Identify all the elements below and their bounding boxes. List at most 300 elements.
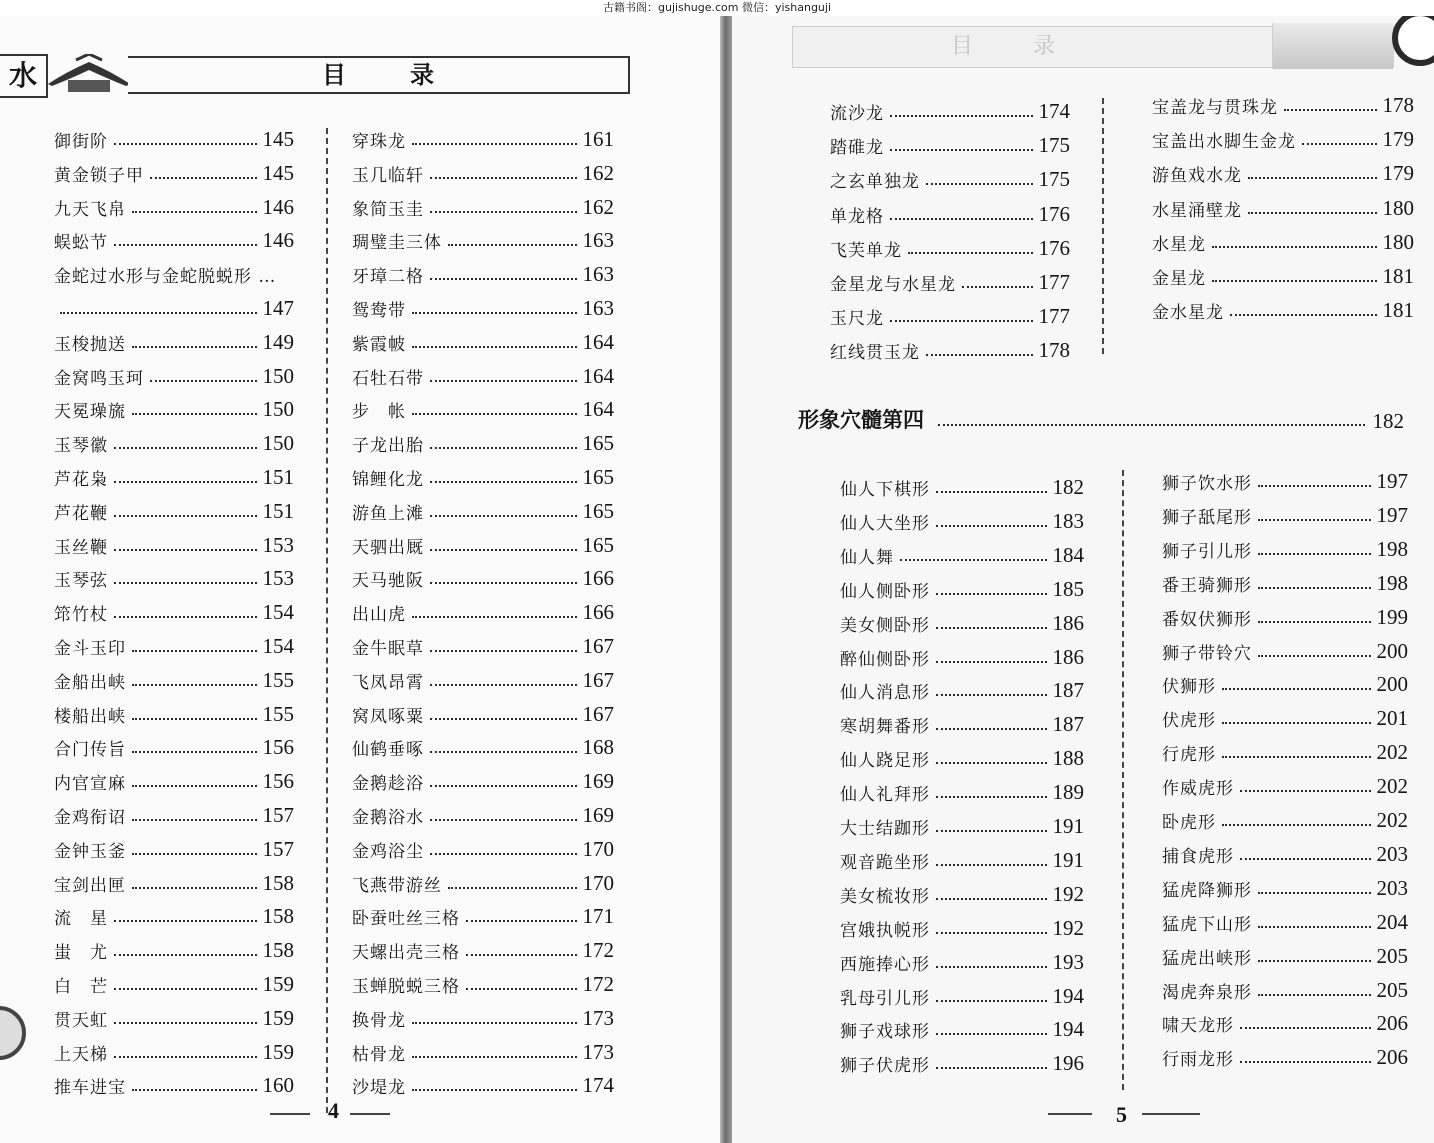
toc-entry-title: 游鱼上滩 bbox=[352, 503, 424, 524]
toc-entry bbox=[54, 1039, 294, 1065]
toc-entry-page: 154 bbox=[262, 634, 294, 658]
toc-entry-title: 金牛眠草 bbox=[352, 639, 424, 659]
toc-entry bbox=[830, 337, 1070, 363]
toc-entry-title: 仙人下棋形 bbox=[840, 480, 930, 500]
toc-entry-title: 水星龙 bbox=[1152, 234, 1206, 255]
toc-entry-page: 146 bbox=[262, 194, 294, 219]
toc-entry-page: 175 bbox=[1038, 133, 1070, 158]
toc-entry bbox=[54, 937, 294, 963]
toc-entry-leader bbox=[936, 796, 1047, 798]
toc-entry-page: 184 bbox=[1052, 542, 1084, 567]
toc-entry-title: 行雨龙形 bbox=[1162, 1050, 1234, 1071]
toc-entry-leader bbox=[114, 143, 257, 145]
toc-entry-leader bbox=[132, 413, 257, 415]
toc-entry-page: 197 bbox=[1376, 502, 1408, 527]
toc-entry bbox=[1162, 943, 1408, 969]
toc-entry-page: 180 bbox=[1382, 195, 1414, 220]
toc-entry-page: 145 bbox=[262, 127, 294, 151]
toc-entry-leader bbox=[430, 785, 577, 787]
toc-entry bbox=[840, 847, 1084, 873]
toc-entry-leader bbox=[1240, 1027, 1371, 1029]
toc-entry bbox=[54, 160, 294, 186]
toc-entry-title: 水星涌壁龙 bbox=[1152, 200, 1242, 221]
toc-entry-page: 203 bbox=[1376, 875, 1408, 900]
toc-entry bbox=[54, 363, 294, 389]
toc-entry-title: 金鹅浴水 bbox=[352, 808, 424, 828]
toc-entry-page: 169 bbox=[582, 769, 614, 794]
toc-entry-page: 202 bbox=[1376, 740, 1408, 765]
toc-entry-leader bbox=[412, 346, 577, 348]
toc-entry-leader bbox=[114, 954, 257, 956]
toc-entry-title: 天螺出壳三格 bbox=[352, 943, 460, 964]
toc-entry-page: 200 bbox=[1376, 638, 1408, 663]
toc-entry-page: 158 bbox=[262, 904, 294, 929]
toc-entry-leader bbox=[114, 1056, 257, 1058]
toc-entry-leader bbox=[936, 627, 1047, 629]
toc-entry-title: 美女梳妆形 bbox=[840, 886, 930, 907]
toc-entry-leader bbox=[430, 549, 577, 551]
toc-entry-page: 164 bbox=[582, 397, 614, 422]
toc-entry-title: 黄金锁子甲 bbox=[54, 165, 144, 186]
toc-entry-title: 踏碓龙 bbox=[830, 138, 884, 159]
toc-entry-leader bbox=[936, 762, 1047, 764]
toc-entry bbox=[54, 701, 294, 727]
toc-entry-leader bbox=[114, 988, 257, 990]
toc-entry bbox=[54, 1072, 294, 1098]
toc-entry-title: 卧蚕吐丝三格 bbox=[352, 909, 460, 930]
toc-entry-title: 观音跪坐形 bbox=[840, 852, 930, 873]
toc-entry-leader bbox=[114, 447, 257, 449]
toc-entry bbox=[840, 542, 1084, 568]
toc-entry-page: 187 bbox=[1052, 678, 1084, 703]
page-title-faded: 目录 bbox=[950, 34, 1115, 59]
toc-entry-page: 163 bbox=[582, 262, 614, 287]
toc-entry-page: 172 bbox=[582, 972, 614, 996]
toc-entry-leader bbox=[1240, 858, 1371, 860]
toc-entry-page: 169 bbox=[582, 803, 614, 827]
toc-entry bbox=[1152, 126, 1414, 152]
toc-entry bbox=[352, 1072, 614, 1098]
book-gutter bbox=[720, 16, 732, 1143]
toc-entry-leader bbox=[1222, 756, 1371, 758]
toc-entry-leader bbox=[900, 559, 1047, 561]
toc-entry-page: 206 bbox=[1376, 1011, 1408, 1036]
toc-entry-title: 芦花枭 bbox=[54, 470, 108, 490]
toc-entry-title: 御街阶 bbox=[54, 132, 108, 152]
toc-entry-leader bbox=[936, 593, 1047, 595]
toc-entry bbox=[1162, 671, 1408, 697]
toc-entry-page: 202 bbox=[1376, 808, 1408, 832]
toc-entry-leader bbox=[908, 252, 1033, 254]
toc-entry-page: 178 bbox=[1038, 338, 1070, 363]
toc-entry-leader bbox=[114, 1022, 257, 1024]
toc-entry-leader bbox=[132, 887, 257, 889]
toc-entry bbox=[54, 498, 294, 524]
toc-entry bbox=[830, 235, 1070, 261]
toc-entry bbox=[352, 430, 614, 456]
toc-entry-page: 199 bbox=[1376, 604, 1408, 629]
toc-entry-leader bbox=[1240, 790, 1371, 792]
toc-entry-title: 渴虎奔泉形 bbox=[1162, 982, 1252, 1003]
page-number: 5 bbox=[1116, 1102, 1127, 1127]
toc-entry bbox=[1152, 92, 1414, 118]
toc-entry-page: 165 bbox=[582, 465, 614, 489]
toc-entry-leader bbox=[430, 278, 577, 280]
toc-entry bbox=[352, 396, 614, 422]
toc-entry-page: 176 bbox=[1038, 201, 1070, 226]
toc-entry-leader bbox=[412, 1056, 577, 1058]
toc-entry-leader bbox=[150, 380, 257, 382]
toc-entry-page: 180 bbox=[1382, 229, 1414, 254]
toc-entry-leader bbox=[132, 853, 257, 855]
toc-entry-leader bbox=[936, 898, 1047, 900]
toc-entry-leader bbox=[448, 244, 577, 246]
toc-entry-leader bbox=[1258, 926, 1371, 928]
toc-entry-title: 流沙龙 bbox=[830, 104, 884, 124]
toc-entry-title: 推车进宝 bbox=[54, 1078, 126, 1099]
toc-entry-page: 166 bbox=[582, 566, 614, 591]
toc-entry-title: 金鸡浴尘 bbox=[352, 841, 424, 862]
toc-entry bbox=[830, 166, 1070, 192]
watermark-bar: 古籍书阁：gujishuge.com 微信：yishanguji bbox=[602, 1, 832, 14]
toc-entry-leader bbox=[412, 413, 577, 415]
toc-entry-leader bbox=[132, 650, 257, 652]
toc-entry-leader bbox=[1258, 960, 1371, 962]
toc-entry-page: 188 bbox=[1052, 746, 1084, 771]
toc-entry bbox=[352, 1005, 614, 1031]
toc-entry-leader bbox=[430, 718, 577, 720]
toc-entry bbox=[352, 363, 614, 389]
toc-entry bbox=[1162, 502, 1408, 528]
toc-entry-title: 紫霞帔 bbox=[352, 334, 406, 355]
toc-entry-title: 穿珠龙 bbox=[352, 132, 406, 152]
toc-entry-title: 伏狮形 bbox=[1162, 677, 1216, 698]
toc-entry-title: 芦花鞭 bbox=[54, 503, 108, 524]
toc-entry bbox=[352, 599, 614, 625]
toc-entry-leader bbox=[936, 1067, 1047, 1069]
toc-entry-page: 164 bbox=[582, 329, 614, 354]
toc-entry bbox=[54, 430, 294, 456]
toc-entry-leader bbox=[132, 718, 257, 720]
toc-entry-title: 枯骨龙 bbox=[352, 1044, 406, 1065]
toc-entry-leader bbox=[132, 785, 257, 787]
toc-entry-leader bbox=[890, 149, 1033, 151]
toc-entry-title: 天驷出厩 bbox=[352, 537, 424, 558]
toc-entry bbox=[352, 295, 614, 321]
toc-entry-title: 西施捧心形 bbox=[840, 954, 930, 975]
toc-entry-page: 179 bbox=[1382, 127, 1414, 152]
toc-entry-page: 165 bbox=[582, 532, 614, 557]
toc-entry bbox=[54, 227, 294, 253]
toc-entry-title: 出山虎 bbox=[352, 605, 406, 626]
toc-entry-leader bbox=[1248, 177, 1377, 179]
toc-entry-title: 宫娥执帨形 bbox=[840, 920, 930, 941]
corner-ornament-icon bbox=[1392, 16, 1434, 66]
toc-entry-leader bbox=[430, 751, 577, 753]
toc-entry-title: 步 帐 bbox=[352, 402, 406, 423]
toc-entry-leader bbox=[1230, 314, 1377, 316]
toc-entry-title: 游鱼戏水龙 bbox=[1152, 166, 1242, 187]
toc-entry-leader bbox=[430, 177, 577, 179]
toc-entry bbox=[1162, 739, 1408, 765]
toc-entry bbox=[54, 126, 294, 152]
toc-entry-page: 185 bbox=[1052, 576, 1084, 601]
toc-entry-title: 飞凤昂霄 bbox=[352, 672, 424, 693]
toc-entry-leader bbox=[1258, 892, 1371, 894]
toc-entry bbox=[352, 734, 614, 760]
toc-entry bbox=[840, 610, 1084, 636]
toc-entry-page: 167 bbox=[582, 701, 614, 726]
toc-entry bbox=[1152, 263, 1414, 289]
toc-entry-page: 167 bbox=[582, 667, 614, 692]
toc-entry-title: 上天梯 bbox=[54, 1044, 108, 1065]
toc-entry-page: 201 bbox=[1376, 706, 1408, 731]
toc-entry bbox=[54, 261, 294, 287]
decorative-medallion-icon bbox=[0, 1006, 26, 1060]
toc-entry-title: 玉琴徽 bbox=[54, 436, 108, 457]
toc-entry bbox=[54, 396, 294, 422]
toc-entry-page: 167 bbox=[582, 634, 614, 658]
toc-entry-page: 162 bbox=[582, 194, 614, 219]
toc-entry-title: 美女侧卧形 bbox=[840, 615, 930, 636]
section-heading bbox=[798, 404, 1404, 434]
section-leader bbox=[938, 424, 1365, 426]
toc-entry-title: 石牡石带 bbox=[352, 368, 424, 389]
toc-entry-page: 159 bbox=[262, 1039, 294, 1064]
column-divider bbox=[1102, 98, 1104, 354]
toc-entry-leader bbox=[1222, 688, 1371, 690]
toc-entry-title: 流 星 bbox=[54, 909, 108, 930]
toc-entry-page: 181 bbox=[1382, 264, 1414, 288]
toc-entry-leader bbox=[114, 481, 257, 483]
toc-entry-page: 198 bbox=[1376, 570, 1408, 595]
toc-entry bbox=[352, 836, 614, 862]
toc-entry-leader bbox=[1222, 722, 1371, 724]
toc-entry-page: 191 bbox=[1052, 814, 1084, 838]
toc-entry-title: 鸳鸯带 bbox=[352, 301, 406, 321]
toc-entry bbox=[1162, 604, 1408, 630]
toc-entry-leader bbox=[936, 932, 1047, 934]
toc-entry-page: 165 bbox=[582, 498, 614, 523]
toc-entry bbox=[352, 937, 614, 963]
toc-entry-title: 乳母引儿形 bbox=[840, 988, 930, 1009]
header-title-box bbox=[128, 56, 630, 94]
toc-entry bbox=[1162, 773, 1408, 799]
toc-entry-leader bbox=[466, 954, 577, 956]
toc-entry bbox=[352, 160, 614, 186]
page-number: 4 bbox=[328, 1098, 339, 1123]
toc-entry-leader bbox=[114, 515, 257, 517]
toc-entry-page: 205 bbox=[1376, 977, 1408, 1002]
toc-entry-title: 之玄单独龙 bbox=[830, 172, 920, 193]
toc-entry-leader bbox=[412, 312, 577, 314]
toc-entry-leader bbox=[1258, 587, 1371, 589]
toc-entry bbox=[352, 532, 614, 558]
toc-entry bbox=[352, 667, 614, 693]
toc-entry-page: 171 bbox=[582, 904, 614, 929]
toc-entry-title: 飞燕带游丝 bbox=[352, 875, 442, 896]
toc-entry-leader bbox=[936, 694, 1047, 696]
page-number-rule bbox=[350, 1113, 390, 1115]
toc-entry-title: 楼船出峡 bbox=[54, 706, 126, 727]
toc-entry bbox=[1162, 977, 1408, 1003]
toc-entry-leader bbox=[1212, 280, 1377, 282]
toc-entry bbox=[352, 802, 614, 828]
toc-entry-leader bbox=[962, 286, 1033, 288]
toc-entry-page: 163 bbox=[582, 296, 614, 320]
toc-entry-leader bbox=[936, 864, 1047, 866]
toc-entry-page: 197 bbox=[1376, 469, 1408, 493]
toc-entry bbox=[840, 915, 1084, 941]
toc-entry bbox=[840, 949, 1084, 975]
section-page: 182 bbox=[1372, 409, 1404, 433]
toc-entry-leader bbox=[114, 920, 257, 922]
toc-entry-title: 玉蝉脱蜕三格 bbox=[352, 977, 460, 997]
toc-entry-page: 193 bbox=[1052, 949, 1084, 974]
header-ornament-icon bbox=[1272, 23, 1393, 69]
toc-entry bbox=[1162, 909, 1408, 935]
toc-entry bbox=[840, 508, 1084, 534]
toc-entry-title: 金鹅趁浴 bbox=[352, 774, 424, 795]
toc-entry-leader bbox=[936, 661, 1047, 663]
toc-entry-leader bbox=[926, 354, 1033, 356]
toc-entry-title: 蚩 尤 bbox=[54, 943, 108, 964]
toc-entry bbox=[54, 599, 294, 625]
toc-entry-leader bbox=[430, 447, 577, 449]
toc-entry-title: 琱璧圭三体 bbox=[352, 233, 442, 254]
toc-entry-leader bbox=[1212, 246, 1377, 248]
toc-entry-title: 红线贯玉龙 bbox=[830, 343, 920, 364]
toc-entry-page: 194 bbox=[1052, 983, 1084, 1008]
toc-entry-leader bbox=[936, 525, 1047, 527]
toc-entry bbox=[840, 881, 1084, 907]
toc-entry-page: 200 bbox=[1376, 672, 1408, 697]
toc-entry-page: 182 bbox=[1052, 475, 1084, 499]
toc-entry bbox=[840, 983, 1084, 1009]
page-title: 目录 bbox=[322, 60, 498, 89]
toc-entry-title: 玉梭抛送 bbox=[54, 334, 126, 355]
toc-entry-leader bbox=[936, 966, 1047, 968]
toc-entry-page: 155 bbox=[262, 667, 294, 692]
toc-entry-page: 150 bbox=[262, 431, 294, 456]
left-page bbox=[0, 16, 720, 1143]
toc-entry-page: 191 bbox=[1052, 847, 1084, 872]
toc-entry bbox=[840, 813, 1084, 839]
toc-entry bbox=[1152, 229, 1414, 255]
toc-entry bbox=[352, 701, 614, 727]
toc-entry-page: 159 bbox=[262, 1005, 294, 1030]
toc-entry-title: 狮子戏球形 bbox=[840, 1022, 930, 1043]
toc-entry-page: 156 bbox=[262, 769, 294, 794]
toc-entry bbox=[352, 870, 614, 896]
toc-entry-leader bbox=[1258, 655, 1371, 657]
toc-entry-page: 154 bbox=[262, 600, 294, 625]
toc-entry bbox=[54, 1005, 294, 1031]
toc-entry-title: 白 芒 bbox=[54, 977, 108, 997]
toc-entry-leader bbox=[936, 1000, 1047, 1002]
toc-entry-leader bbox=[150, 177, 257, 179]
toc-entry-leader bbox=[1258, 519, 1371, 521]
toc-entry-leader bbox=[430, 515, 577, 517]
toc-entry-leader bbox=[1302, 143, 1377, 145]
toc-entry-leader bbox=[132, 751, 257, 753]
toc-entry bbox=[54, 768, 294, 794]
toc-entry-leader bbox=[1240, 1061, 1371, 1063]
toc-entry-title: 宝盖龙与贯珠龙 bbox=[1152, 98, 1278, 118]
toc-entry bbox=[54, 903, 294, 929]
toc-entry bbox=[1162, 570, 1408, 596]
toc-entry-page: 151 bbox=[262, 465, 294, 489]
toc-entry-title: 猛虎出峡形 bbox=[1162, 948, 1252, 969]
toc-entry-title: 金斗玉印 bbox=[54, 639, 126, 659]
toc-entry-leader bbox=[1248, 212, 1377, 214]
toc-entry-leader bbox=[926, 183, 1033, 185]
toc-entry bbox=[352, 227, 614, 253]
toc-entry-leader bbox=[430, 650, 577, 652]
toc-entry bbox=[54, 802, 294, 828]
right-page-header bbox=[792, 26, 1394, 68]
toc-entry bbox=[352, 126, 614, 152]
toc-entry bbox=[830, 201, 1070, 227]
toc-entry bbox=[1162, 1044, 1408, 1070]
toc-entry-leader bbox=[890, 320, 1033, 322]
toc-entry-title: 仙人消息形 bbox=[840, 683, 930, 704]
toc-entry-leader bbox=[466, 920, 577, 922]
toc-entry-title: 沙堤龙 bbox=[352, 1078, 406, 1099]
page-number-rule bbox=[1142, 1113, 1200, 1115]
toc-entry bbox=[352, 261, 614, 287]
toc-entry-leader bbox=[430, 819, 577, 821]
toc-entry-page: 150 bbox=[262, 363, 294, 388]
toc-entry-title: 卧虎形 bbox=[1162, 813, 1216, 833]
toc-entry-page: 165 bbox=[582, 431, 614, 456]
toc-entry-title: 牙璋二格 bbox=[352, 267, 424, 288]
toc-entry-title: 金星龙 bbox=[1152, 269, 1206, 289]
toc-entry-leader bbox=[60, 312, 257, 314]
toc-entry-leader bbox=[1258, 485, 1371, 487]
toc-entry bbox=[1152, 160, 1414, 186]
toc-entry bbox=[840, 1050, 1084, 1076]
left-page-header bbox=[0, 56, 630, 106]
toc-entry-page: 147 bbox=[262, 296, 294, 320]
toc-entry-title: 捕食虎形 bbox=[1162, 846, 1234, 867]
pavilion-roof-icon bbox=[46, 54, 132, 94]
toc-entry-page: 192 bbox=[1052, 881, 1084, 906]
toc-entry-title: 狮子饮水形 bbox=[1162, 474, 1252, 494]
toc-entry-title: 大士结跏形 bbox=[840, 819, 930, 839]
toc-entry-title: 子龙出胎 bbox=[352, 436, 424, 457]
toc-entry-title: 天马驰阪 bbox=[352, 571, 424, 592]
toc-entry-title: 内官宣麻 bbox=[54, 774, 126, 795]
toc-entry-title: 金窝鸣玉珂 bbox=[54, 368, 144, 389]
toc-entry bbox=[54, 295, 294, 321]
toc-entry-title: 狮子伏虎形 bbox=[840, 1056, 930, 1077]
toc-entry-title: 狮子带铃穴 bbox=[1162, 643, 1252, 664]
toc-entry bbox=[1162, 1010, 1408, 1036]
toc-entry-leader bbox=[430, 582, 577, 584]
toc-entry-leader bbox=[132, 346, 257, 348]
toc-entry-title: 狮子引儿形 bbox=[1162, 541, 1252, 562]
toc-entry-title: 金鸡衔诏 bbox=[54, 808, 126, 828]
toc-entry bbox=[352, 565, 614, 591]
toc-entry-title: 天冕璪旒 bbox=[54, 402, 126, 423]
toc-entry-page: 173 bbox=[582, 1005, 614, 1030]
toc-entry-title: 玉几临轩 bbox=[352, 165, 424, 186]
toc-entry-page: 192 bbox=[1052, 915, 1084, 940]
toc-entry-title: 筇竹杖 bbox=[54, 605, 108, 626]
toc-entry bbox=[840, 745, 1084, 771]
page-number-rule bbox=[1048, 1113, 1092, 1115]
